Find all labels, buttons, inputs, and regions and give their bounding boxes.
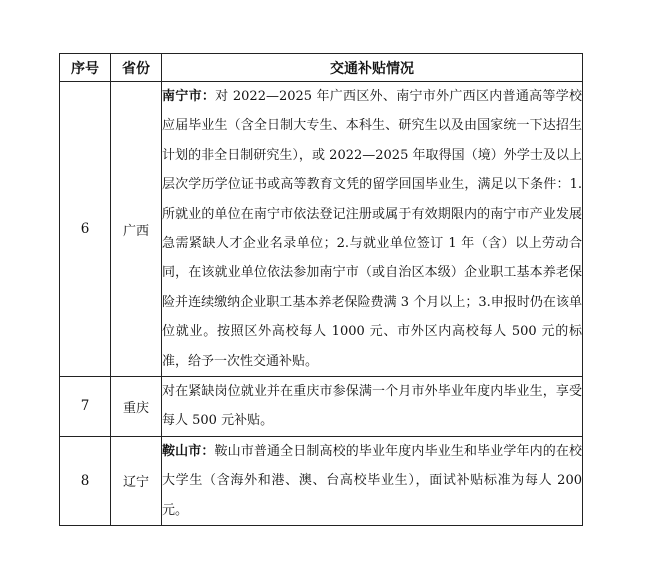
row-number: 6	[60, 82, 111, 377]
detail-text: 鞍山市普通全日制高校的毕业年度内毕业生和毕业学年内的在校大学生（含海外和港、澳、台高校毕业生），面试补贴标准为每人 200 元。	[162, 443, 582, 518]
header-no: 序号	[60, 54, 111, 82]
header-province: 省份	[111, 54, 162, 82]
row-details	[162, 82, 583, 377]
row-number: 8	[60, 436, 111, 525]
table-row	[60, 377, 583, 437]
table-header-row	[60, 54, 583, 82]
row-province: 辽宁	[111, 436, 162, 525]
row-province: 广西	[111, 82, 162, 377]
table-row	[60, 436, 583, 525]
row-province: 重庆	[111, 377, 162, 437]
row-details	[162, 436, 583, 525]
detail-text: 对 2022—2025 年广西区外、南宁市外广西区内普通高等学校应届毕业生（含全日制大专生、本科生、研究生以及由国家统一下达招生计划的非全日制研究生），或 2022—2025 年取得国（境）外学士及以上层次学历学位证书或高等教育文凭的留学回国毕业生，满足以下条件：1.所就业的单位在南宁市依法登记注册或属于有效期限内的南宁市产业发展急需紧缺人才企业名录单位；2.与就业单位签订 1 年（含）以上劳动合同，在该就业单位依法参加南宁市（或自治区本级）企业职工基本养老保险并连续缴纳企业职工基本养老保险费满 3 个月以上；3.申报时仍在该单位就业。按照区外高校每人 1000 元、市外区内高校每人 500 元的标准，给予一次性交通补贴。	[162, 89, 582, 369]
table-row	[60, 82, 583, 377]
city-name: 南宁市：	[162, 89, 216, 104]
row-details	[162, 377, 583, 437]
header-details: 交通补贴情况	[162, 54, 583, 82]
row-number: 7	[60, 377, 111, 437]
city-name: 鞍山市：	[162, 443, 215, 459]
subsidy-table	[59, 53, 583, 526]
detail-text: 对在紧缺岗位就业并在重庆市参保满一个月市外毕业年度内毕业生，享受每人 500 元补贴。	[162, 384, 582, 429]
